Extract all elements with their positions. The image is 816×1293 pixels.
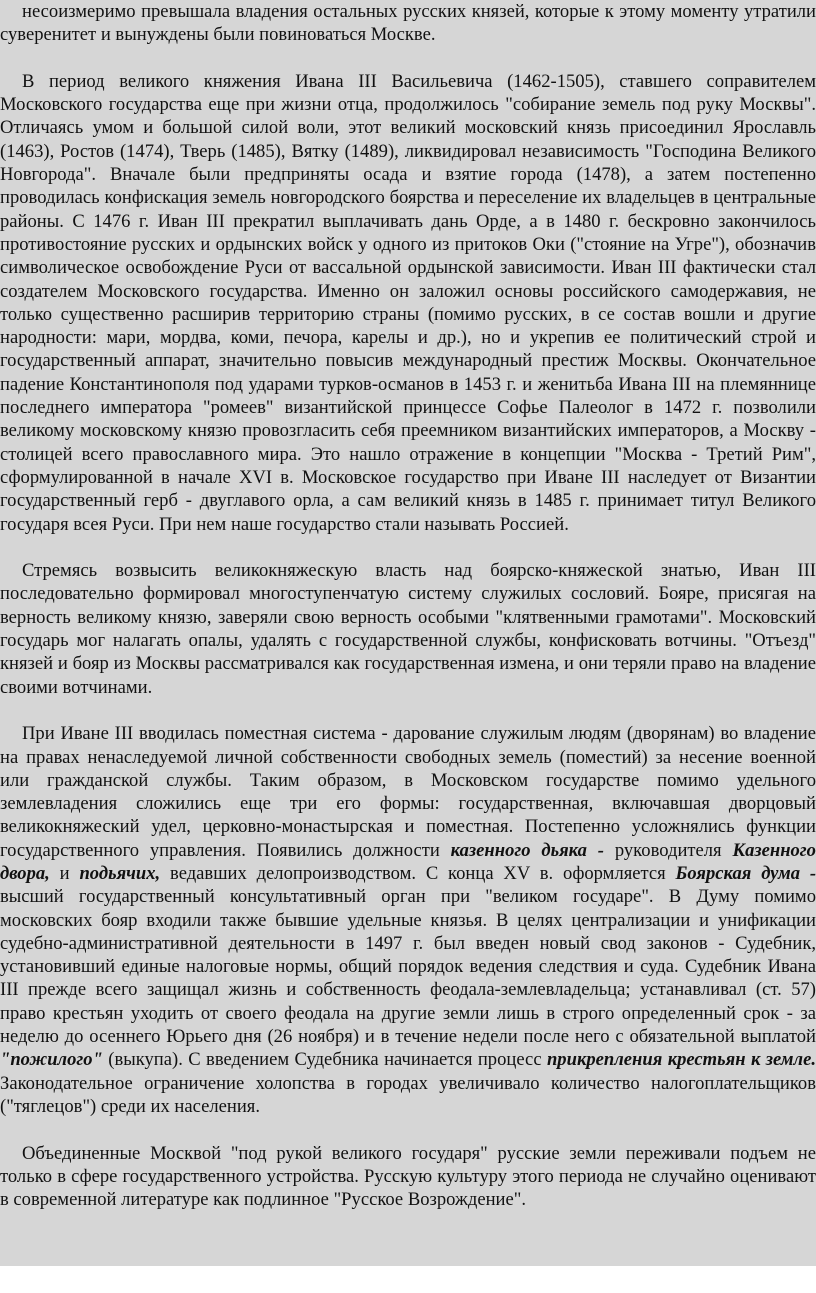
- emphasis-term: Казенного двора,: [0, 839, 816, 884]
- paragraph-gap: [0, 1118, 816, 1141]
- text-run: Законодательное ограничение холопства в городах увеличивало количество налогоплательщиков ("тяглецов") среди их населения.: [0, 1072, 816, 1117]
- paragraph-gap: [0, 47, 816, 70]
- paragraph-continuation: несоизмеримо превышала владения остальных русских князей, которые к этому моменту утратили суверенитет и вынуждены были повиноваться Москве.: [0, 1, 816, 46]
- paragraph-culture: Объединенные Москвой "под рукой великого государя" русские земли переживали подъем не только в сфере государственного устройства. Русскую культуру этого периода не случайно оценивают в современной литературе как подлинное "Русское Возрождение".: [0, 1142, 816, 1211]
- paragraph-estate-system: [0, 722, 816, 1118]
- text-run: При Иване III вводилась поместная система - дарование служилым людям (дворянам) во владение на правах ненаследуемой личной собственности свободных земель (поместий) за несение военной или гражданской службы. Таким образом, в Московском государстве помимо удельного землевладения сложились еще три его формы: государственная, включавшая дворцовый великокняжеский удел, церковно-монастырская и поместная. Постепенно усложнялись функции государственного управления. Появились должности: [0, 723, 816, 861]
- emphasis-term: подьячих,: [79, 862, 161, 884]
- text-run: высший государственный консультативный орган при "великом государе". В Думу помимо московских бояр входили также бывшие удельные князья. В целях централизации и унификации судебно-административной деятельности в 1497 г. был введен новый свод законов - Судебник, установивший единые налоговые нормы, общий порядок ведения следствия и суда. Судебник Ивана III прежде всего защищал жизнь и собственность феодала-землевладельца; устанавливал (ст. 57) право крестьян уходить от своего феодала на другие земли лишь в строго определенный срок - за неделю до осеннего Юрьего дня (26 ноября) и в течение недели после него с обязательной выплатой: [0, 886, 816, 1048]
- paragraph-gap: [0, 536, 816, 559]
- emphasis-term: "пожилого": [0, 1049, 103, 1071]
- emphasis-term: казенного дьяка -: [450, 839, 604, 861]
- text-run: (выкупа). С введением Судебника начинается процесс: [102, 1049, 547, 1071]
- emphasis-term: Боярская дума -: [675, 862, 816, 884]
- paragraph-gap: [0, 699, 816, 722]
- text-run: и: [49, 862, 80, 884]
- text-run: руководителя: [603, 839, 733, 861]
- emphasis-term: прикрепления крестьян к земле.: [546, 1049, 816, 1071]
- paragraph-service-classes: Стремясь возвысить великокняжескую власть над боярско-княжеской знатью, Иван III последовательно формировал многоступенчатую систему служилых сословий. Бояре, присягая на верность великому князю, заверяли свою верность особыми "клятвенными грамотами". Московский государь мог налагать опалы, удалять с государственной службы, конфисковать вотчины. "Отъезд" князей и бояр из Москвы рассматривался как государственная измена, и они теряли право на владение своими вотчинами.: [0, 560, 816, 698]
- paragraph-ivan-reign: В период великого княжения Ивана III Васильевича (1462-1505), ставшего соправителем Московского государства еще при жизни отца, продолжилось "собирание земель под руку Москвы". Отличаясь умом и большой силой воли, этот великий московский князь присоединил Ярославль (1463), Ростов (1474), Тверь (1485), Вятку (1489), ликвидировал независимость "Господина Великого Новгорода". Вначале были предприняты осада и взятие города (1478), а затем постепенно проводилась конфискация земель новгородского боярства и переселение их владельцев в центральные районы. С 1476 г. Иван III прекратил выплачивать дань Орде, а в 1480 г. бескровно закончилось противостояние русских и ордынских войск у одного из притоков Оки ("стояние на Угре"), обозначив символическое освобождение Руси от вассальной ордынской зависимости. Иван III фактически стал создателем Московского государства. Именно он заложил основы российского самодержавия, не только существенно расширив территорию страны (помимо русских, в се состав вошли и другие народности: мари, мордва, коми, печора, карелы и др.), но и укрепив ее политический строй и государственный аппарат, значительно повысив международный престиж Москвы. Окончательное падение Константинополя под ударами турков-османов в 1453 г. и женитьба Ивана III на племяннице последнего императора "ромеев" византийской принцессе Софье Палеолог в 1472 г. позволили великому московскому князю провозгласить себя преемником византийских императоров, а Москву - столицей всего православного мира. Это нашло отражение в концепции "Москва - Третий Рим", сформулированной в начале XVI в. Московское государство при Иване III наследует от Византии государственный герб - двуглавого орла, а сам великий князь в 1485 г. принимает титул Великого государя всея Руси. При нем наше государство стали называть Россией.: [0, 70, 816, 535]
- text-run: ведавших делопроизводством. С конца XV в. оформляется: [160, 862, 676, 884]
